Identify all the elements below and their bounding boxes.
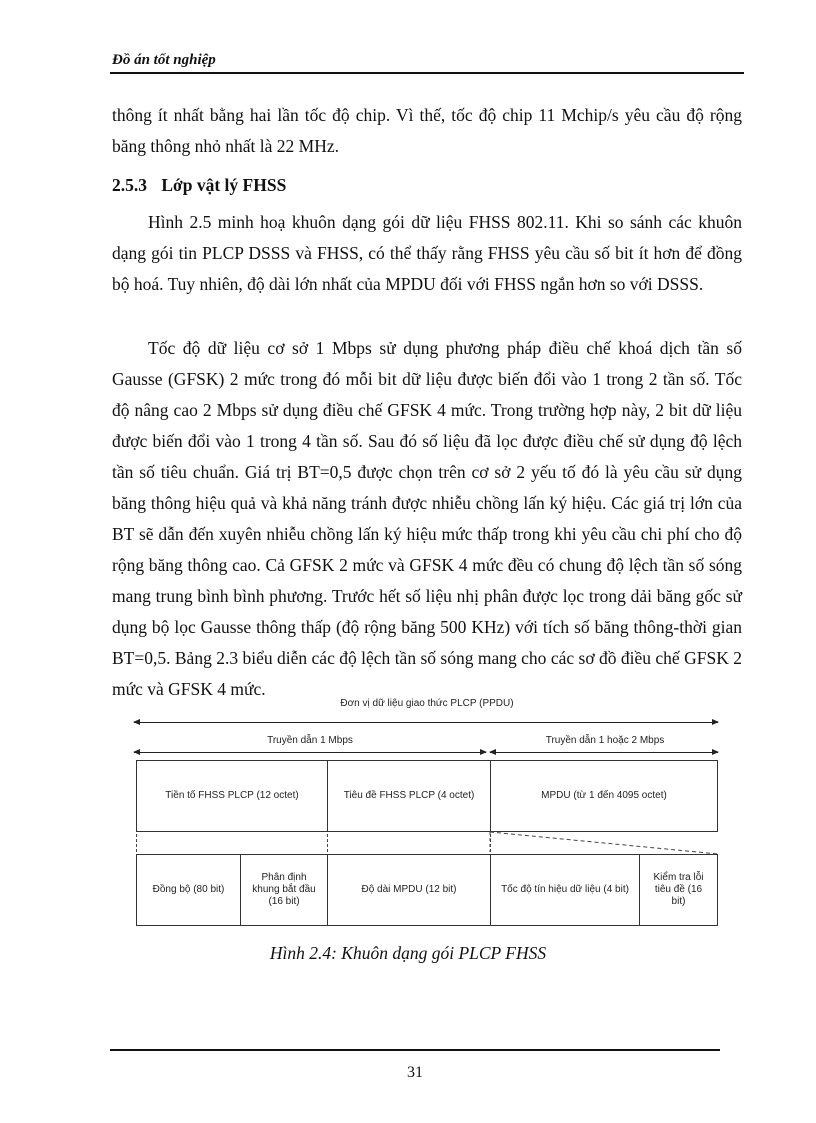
- section-heading: [112, 175, 286, 196]
- section-title: Lớp vật lý FHSS: [161, 175, 287, 195]
- sync-field-box: Đồng bộ (80 bit): [136, 854, 241, 926]
- paragraph-3: [112, 333, 742, 705]
- mpdu-box: MPDU (từ 1 đến 4095 octet): [490, 760, 718, 832]
- paragraph-2: [112, 207, 742, 300]
- plcp-frame-figure: [132, 694, 722, 934]
- page-header-title: Đồ án tốt nghiệp: [112, 52, 216, 68]
- figure-caption: Hình 2.4: Khuôn dạng gói PLCP FHSS: [269, 943, 547, 963]
- paragraph-1-text: thông ít nhất bằng hai lần tốc độ chip. Vì thế, tốc độ chip 11 Mchip/s yêu cầu độ rộng băng thông nhỏ nhất là 22 MHz.: [112, 105, 742, 156]
- rate-field-box: Tốc độ tín hiệu dữ liệu (4 bit): [490, 854, 640, 926]
- segment-1mbps-label: Truyền dẫn 1 Mbps: [267, 735, 353, 746]
- crc-field-box: Kiểm tra lỗi tiêu đề (16 bit): [639, 854, 718, 926]
- paragraph-3-text: Tốc độ dữ liệu cơ sở 1 Mbps sử dụng phương pháp điều chế khoá dịch tần số Gausse (GFSK) 2 mức trong đó mỗi bit dữ liệu được biến đổi vào 1 trong 2 tần số. Tốc độ nâng cao 2 Mbps sử dụng điều chế GFSK 4 mức. Trong trường hợp này, 2 bit dữ liệu được biến đổi vào 1 trong 4 tần số. Sau đó số liệu đã lọc được điều chế sử dụng độ lệch tần số tiêu chuẩn. Giá trị BT=0,5 được chọn trên cơ sở 2 yếu tố đó là yêu cầu sử dụng băng thông hiệu quả và khả năng tránh được nhiễu chồng lấn ký hiệu. Các giá trị lớn của BT sẽ dẫn đến xuyên nhiễu chồng lấn ký hiệu mức thấp trong khi yêu cầu chi phí cho độ rộng băng thông cao. Cả GFSK 2 mức và GFSK 4 mức đều có chung độ lệch tần số sóng mang trung bình bình phương. Trước hết số liệu nhị phân được lọc trong dải băng gốc sử dụng bộ lọc Gausse thông thấp (độ rộng băng 500 KHz) với tích số băng thông-thời gian BT=0,5. Bảng 2.3 biểu diễn các độ lệch tần số sóng mang cho các sơ đồ điều chế GFSK 2 mức và GFSK 4 mức.: [112, 338, 742, 699]
- page-number: 31: [407, 1064, 423, 1081]
- figure-title: Đơn vị dữ liệu giao thức PLCP (PPDU): [340, 698, 514, 709]
- header-rule: [110, 72, 744, 74]
- length-field-box: Độ dài MPDU (12 bit): [327, 854, 491, 926]
- paragraph-1: [112, 100, 742, 162]
- footer-rule: [110, 1049, 720, 1051]
- preamble-box: Tiền tố FHSS PLCP (12 octet): [136, 760, 328, 832]
- segment-2mbps-label: Truyền dẫn 1 hoặc 2 Mbps: [545, 735, 665, 746]
- paragraph-2-text: Hình 2.5 minh hoạ khuôn dạng gói dữ liệu FHSS 802.11. Khi so sánh các khuôn dạng gói tin PLCP DSSS và FHSS, có thể thấy rằng FHSS yêu cầu số bit ít hơn để đồng bộ hoá. Tuy nhiên, độ dài lớn nhất của MPDU đối với FHSS ngắn hơn so với DSSS.: [112, 212, 742, 294]
- header-box: Tiêu đề FHSS PLCP (4 octet): [327, 760, 491, 832]
- sfd-field-box: Phân định khung bắt đầu (16 bit): [240, 854, 328, 926]
- section-number: 2.5.3: [112, 175, 147, 195]
